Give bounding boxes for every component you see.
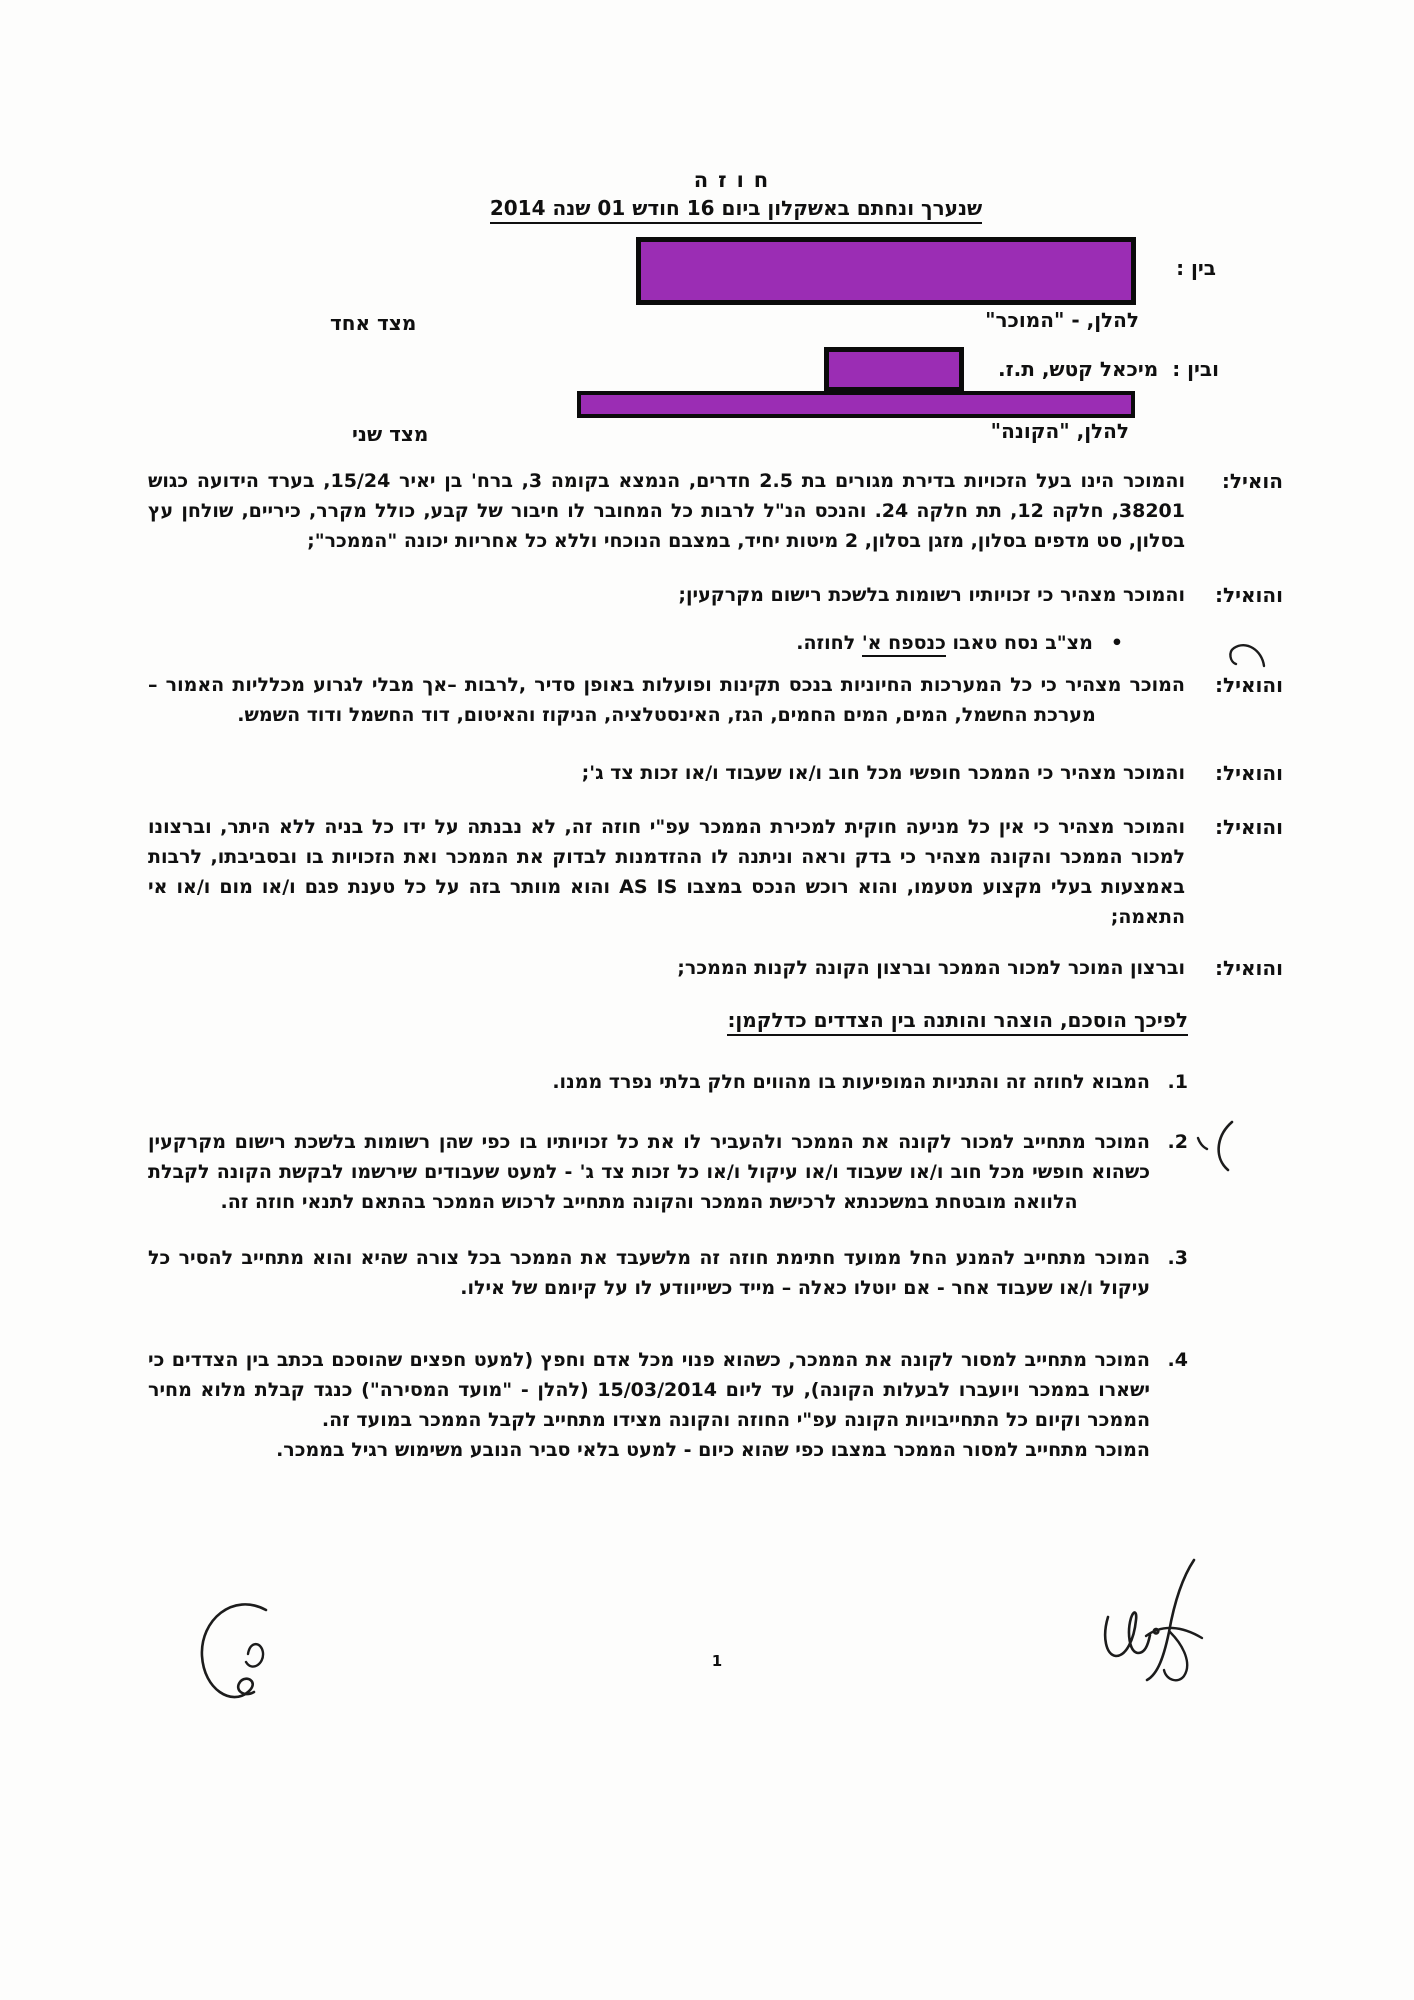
buyer-name: מיכאל קטש, ת.ז. [998,357,1159,381]
annex-bullet-post: לחוזה. [796,632,862,654]
whereas-label-4: והואיל: [1214,761,1283,785]
item-text-4-para2: המוכר מתחייב למסור הממכר במצבו כפי שהוא כיום - למעט בלאי סביר הנובע משימוש רגיל בממכר. [276,1439,1150,1461]
operative-heading-text: לפיכך הוסכם, הוצהר והותנה בין הצדדים כדלקמן: [727,1008,1188,1036]
whereas-label-1: הואיל: [1221,469,1283,493]
whereas-text-6: וברצון המוכר למכור הממכר וברצון הקונה לקנות הממכר; [677,957,1185,979]
whereas-text-3: המוכר מצהיר כי כל המערכות החיוניות בנכס תקינות ופועלות באופן סדיר ,לרבות –אך מבלי לגרוע מכלליות האמור –מערכת החשמל, המים, המים החמים, הגז, האינסטלציה, הניקוז והאיטום, דוד החשמל ודוד השמש. [148,674,1185,726]
redaction-box-seller-details [636,237,1136,305]
whereas-label-6: והואיל: [1214,956,1283,980]
whereas-clause-1 [148,466,1283,556]
side-two-label: מצד שני [352,422,429,446]
clause-item-4 [148,1345,1188,1465]
operative-heading [148,1005,1188,1035]
page-number: 1 [711,1652,723,1670]
whereas-label-5: והואיל: [1214,815,1283,839]
clause-item-3 [148,1243,1188,1303]
redaction-box-buyer-address [577,391,1135,418]
and-between-label: ובין : [1172,357,1219,381]
item-number-1: 1. [1167,1071,1188,1093]
whereas-clause-3 [148,670,1283,730]
annex-bullet-pre: מצ"ב נסח טאבו [945,632,1093,654]
pen-mark-annex [1222,636,1270,676]
between-label: בין : [1176,256,1216,280]
item-number-4: 4. [1167,1349,1188,1371]
item-number-3: 3. [1167,1247,1188,1269]
item-text-4 [148,1345,1150,1465]
page-title: חוזה [693,168,779,192]
clause-item-1 [148,1067,1188,1097]
buyer-alias: להלן, "הקונה" [990,419,1129,443]
item-text-3: המוכר מתחייב להמנע החל ממועד חתימת חוזה זה מלשעבד את הממכר בכל צורה שהיא והוא מתחייב להסיר כל עיקול ו/או שעבוד אחר - אם יוטלו כאלה – מייד כשייוודע לו על קיומם של אילו. [148,1247,1150,1299]
redaction-box-buyer-id [824,347,964,392]
contract-subtitle [58,196,1414,220]
signature-seller [1090,1552,1220,1692]
contract-subtitle-text: שנערך ונחתם באשקלון ביום 16 חודש 01 שנה 2014 [490,196,982,224]
whereas-label-3: והואיל: [1214,673,1283,697]
whereas-text-2-line: והמוכר מצהיר כי זכויותיו רשומות בלשכת רישום מקרקעין; [678,584,1185,606]
annex-bullet-line [148,628,1123,658]
whereas-clause-4 [148,758,1283,788]
clause-item-2 [148,1127,1188,1217]
whereas-clause-6 [148,953,1283,983]
side-one-label: מצד אחד [330,311,417,335]
whereas-label-2: והואיל: [1214,583,1283,607]
seller-alias: להלן, - "המוכר" [985,308,1139,332]
annex-bullet-underlined: כנספח א' [862,632,946,657]
whereas-text-4: והמוכר מצהיר כי הממכר חופשי מכל חוב ו/או שעבוד ו/או זכות צד ג'; [581,762,1185,784]
whereas-clause-2 [148,580,1283,658]
and-between-line [998,357,1219,381]
contract-body [148,460,1283,1465]
item-text-2: המוכר מתחייב למכור לקונה את הממכר ולהעביר לו את כל זכויותיו בו כפי שהן רשומות בלשכת רישום מקרקעין כשהוא חופשי מכל חוב ו/או שעבוד ו/או עיקול ו/או כל זכות צד ג' - למעט שעבודים שירשמו לבקשת הקונה לקבלת הלוואה מובטחת במשכנתא לרכישת הממכר והקונה מתחייב לרכוש הממכר בהתאם לתנאי חוזה זה. [148,1131,1150,1213]
whereas-text-2 [148,580,1185,658]
bullet-icon: • [1110,632,1123,654]
whereas-text-5: והמוכר מצהיר כי אין כל מניעה חוקית למכירת הממכר עפ"י חוזה זה, לא נבנתה על ידו כל בניה ללא היתר, וברצונו למכור הממכר והקונה מצהיר כי בדק וראה וניתנה לו ההזדמנות לבדוק את הממכר ואת הזכויות בו ובסביבתו, לרבות באמצעות בעלי מקצוע מטעמו, והוא רוכש הנכס במצבו AS IS והוא מוותר בזה על כל טענת פגם ו/או מום ו/או אי התאמה; [148,816,1186,928]
whereas-text-1: והמוכר הינו בעל הזכויות בדירת מגורים בת 2.5 חדרים, הנמצא בקומה 3, ברח' בן יאיר 15/24, בערד הידועה כגוש 38201, חלקה 12, תת חלקה 24. והנכס הנ"ל לרבות כל המחובר לו חיבור של קבע, כולל מקרר, כיריים, שולחן עץ בסלון, סט מדפים בסלון, מזגן בסלון, 2 מיטות יחיד, במצבם הנוכחי וללא כל אחריות יכונה "הממכר"; [148,470,1186,552]
pen-mark-item1 [1188,1116,1252,1174]
whereas-clause-5 [148,812,1283,932]
item-text-1: המבוא לחוזה זה והתניות המופיעות בו מהווים חלק בלתי נפרד ממנו. [552,1071,1150,1093]
item-text-4-para1: המוכר מתחייב למסור לקונה את הממכר, כשהוא פנוי מכל אדם וחפץ (למעט חפצים שהוסכם בכתב בין הצדדים כי ישארו בממכר ויועברו לבעלות הקונה), עד ליום 15/03/2014 (להלן - "מועד המסירה") כנגד קבלת מלוא מחיר הממכר וקיום כל התחייבויות הקונה עפ"י החוזה והקונה מצידו מתחייב לקבל הממכר במועד זה. [148,1349,1150,1431]
item-number-2: 2. [1167,1131,1188,1153]
